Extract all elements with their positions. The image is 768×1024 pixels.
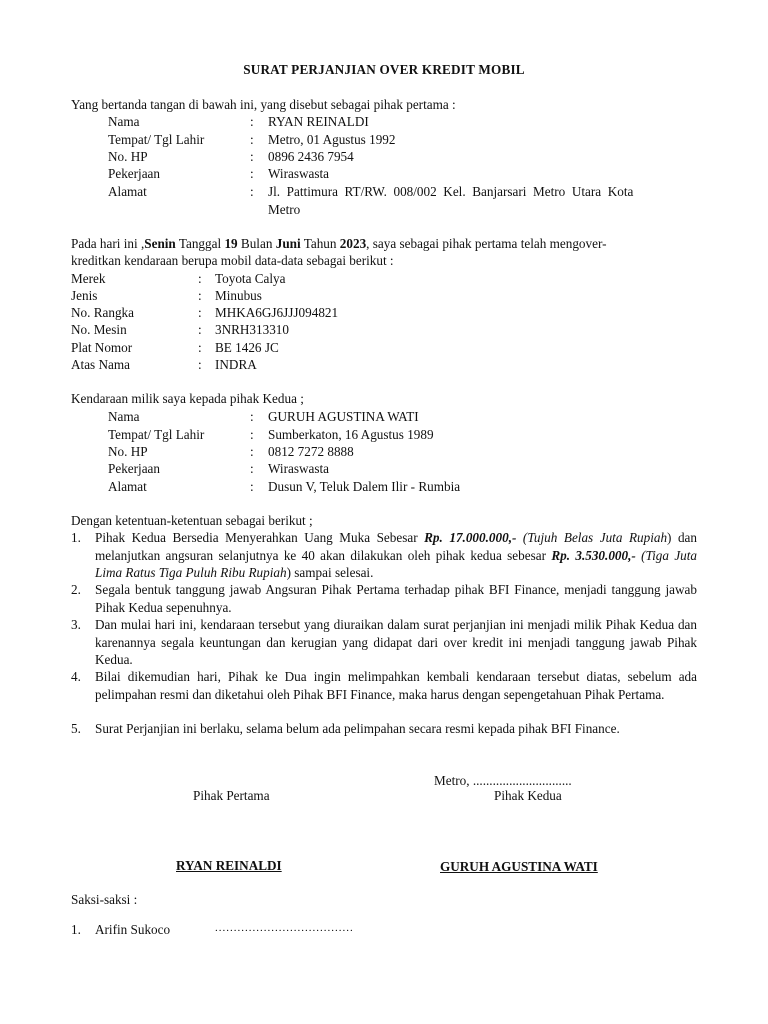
witness-name: Arifin Sukoco	[95, 922, 171, 937]
field-value: BE 1426 JC	[215, 340, 279, 355]
field-colon: :	[250, 149, 254, 164]
vehicle-row-chassis	[0, 304, 768, 322]
witnesses-label: Saksi-saksi :	[71, 892, 138, 907]
signature-right-role: Pihak Kedua	[494, 788, 562, 803]
vehicle-row-brand	[0, 270, 768, 288]
signature-place-date: Metro, ..............................	[434, 773, 572, 788]
field-colon: :	[198, 271, 202, 286]
field-value: Minubus	[215, 288, 262, 303]
vehicle-row-engine	[0, 321, 768, 339]
field-label: Atas Nama	[71, 357, 130, 372]
field-label: Nama	[108, 409, 140, 424]
field-colon: :	[250, 184, 254, 199]
first-party-row-phone	[0, 148, 768, 166]
term-2: Segala bentuk tanggung jawab Angsuran Pihak Pertama terhadap pihak BFI Finance, menjadi tanggung jawab Pihak Kedua sepenuhnya.	[95, 582, 697, 615]
statement-month: Juni	[275, 236, 301, 251]
field-label: Nama	[108, 114, 140, 129]
field-value: Dusun V, Teluk Dalem Ilir - Rumbia	[268, 479, 461, 494]
field-label: Alamat	[108, 184, 147, 199]
term-amount-words: (Tiga Juta Lima Ratus Tiga Puluh Ribu Rupiah	[95, 547, 698, 580]
field-colon: :	[198, 288, 202, 303]
term-amount: Rp. 3.530.000,-	[551, 547, 636, 563]
field-label: Pekerjaan	[108, 166, 160, 181]
statement-year: 2023	[339, 236, 367, 251]
field-label: Plat Nomor	[71, 340, 133, 355]
second-party-row-job	[0, 460, 768, 478]
term-number: 1.	[71, 530, 81, 545]
field-label: No. Rangka	[71, 305, 134, 320]
field-value: RYAN REINALDI	[268, 114, 369, 129]
vehicle-row-type	[0, 287, 768, 305]
vehicle-row-plate	[0, 339, 768, 357]
term-1	[95, 529, 697, 582]
field-label: Merek	[71, 271, 106, 286]
field-label: Tempat/ Tgl Lahir	[108, 132, 205, 147]
field-colon: :	[250, 132, 254, 147]
statement-text: Bulan	[237, 236, 276, 251]
second-party-row-address	[0, 478, 768, 496]
term-3: Dan mulai hari ini, kendaraan tersebut yang diuraikan dalam surat perjanjian ini menjadi milik Pihak Kedua dan karenannya segala keuntungan dan kerugian yang didapat dari over kredit ini menjadi tanggung jawab Pihak Kedua.	[95, 617, 697, 667]
field-value: 0896 2436 7954	[268, 149, 354, 164]
term-number: 4.	[71, 669, 81, 684]
witness-signature-line: .....................................	[215, 922, 354, 934]
term-number: 5.	[71, 721, 81, 736]
statement-day: Senin	[144, 236, 176, 251]
field-colon: :	[250, 409, 254, 424]
statement-text: Tahun	[300, 236, 340, 251]
field-value: Sumberkaton, 16 Agustus 1989	[268, 427, 434, 442]
first-party-row-job	[0, 165, 768, 183]
statement-line-1	[71, 236, 606, 252]
terms-intro: Dengan ketentuan-ketentuan sebagai berikut ;	[71, 513, 313, 528]
signature-right-name: GURUH AGUSTINA WATI	[440, 859, 598, 874]
field-colon: :	[250, 427, 254, 442]
field-label: No. HP	[108, 149, 148, 164]
field-colon: :	[250, 166, 254, 181]
field-colon: :	[198, 305, 202, 320]
term-text: Pihak Kedua Bersedia Menyerahkan Uang Muka Sebesar	[95, 530, 425, 545]
field-value: INDRA	[215, 357, 257, 372]
statement-text: Tanggal	[175, 236, 225, 251]
field-colon: :	[250, 461, 254, 476]
field-label: Pekerjaan	[108, 461, 160, 476]
term-4: Bilai dikemudian hari, Pihak ke Dua ingin melimpahkan kembali kendaraan tersebut diatas, sebelum ada pelimpahan resmi dan diketahui oleh Pihak BFI Finance, maka harus dengan sepengetahuan Pihak Pertama.	[95, 669, 697, 702]
field-label: Jenis	[71, 288, 98, 303]
field-label: Alamat	[108, 479, 147, 494]
first-party-row-address	[0, 183, 768, 201]
field-value: GURUH AGUSTINA WATI	[268, 409, 419, 424]
field-colon: :	[198, 340, 202, 355]
field-value: Jl. Pattimura RT/RW. 008/002 Kel. Banjarsari Metro Utara Kota	[268, 184, 634, 199]
term-number: 2.	[71, 582, 81, 597]
field-colon: :	[250, 479, 254, 494]
term-number: 3.	[71, 617, 81, 632]
field-value: 0812 7272 8888	[268, 444, 354, 459]
first-party-row-birth	[0, 131, 768, 149]
first-party-row-name	[0, 113, 768, 131]
term-text: ) sampai selesai.	[286, 565, 374, 580]
field-value: Metro	[268, 202, 301, 217]
field-value: Wiraswasta	[268, 461, 329, 476]
statement-date: 19	[224, 236, 238, 251]
statement-line-2: kreditkan kendaraan berupa mobil data-data sebagai berikut :	[71, 253, 394, 268]
second-party-row-birth	[0, 426, 768, 444]
field-colon: :	[250, 444, 254, 459]
field-colon: :	[198, 357, 202, 372]
field-value: Toyota Calya	[215, 271, 286, 286]
field-value: 3NRH313310	[215, 322, 289, 337]
signature-left-role: Pihak Pertama	[193, 788, 270, 803]
term-text: ) dan melanjutkan angsuran selanjutnya ke 40 akan dilakukan oleh pihak kedua sebesar	[95, 530, 698, 563]
signature-left-name: RYAN REINALDI	[176, 858, 282, 873]
statement-text: Pada hari ini ,	[71, 236, 145, 251]
first-party-row-address-cont	[0, 201, 768, 219]
term-amount: Rp. 17.000.000,-	[424, 530, 517, 545]
field-label: No. HP	[108, 444, 148, 459]
intro-text: Yang bertanda tangan di bawah ini, yang disebut sebagai pihak pertama :	[71, 97, 456, 112]
field-colon: :	[198, 322, 202, 337]
statement-text: , saya sebagai pihak pertama telah mengover-	[366, 236, 607, 251]
field-value: Wiraswasta	[268, 166, 329, 181]
second-party-row-name	[0, 408, 768, 426]
owner-intro: Kendaraan milik saya kepada pihak Kedua ;	[71, 391, 304, 406]
field-value: Metro, 01 Agustus 1992	[268, 132, 396, 147]
second-party-row-phone	[0, 443, 768, 461]
vehicle-row-owner	[0, 356, 768, 374]
witness-number: 1.	[71, 922, 81, 937]
term-amount-words: (Tujuh Belas Juta Rupiah	[522, 530, 668, 545]
field-label: Tempat/ Tgl Lahir	[108, 427, 205, 442]
field-colon: :	[250, 114, 254, 129]
field-label: No. Mesin	[71, 322, 127, 337]
field-value: MHKA6GJ6JJJ094821	[215, 305, 339, 320]
term-5: Surat Perjanjian ini berlaku, selama belum ada pelimpahan secara resmi kepada pihak BFI Finance.	[95, 721, 620, 736]
document-title: SURAT PERJANJIAN OVER KREDIT MOBIL	[243, 62, 525, 77]
